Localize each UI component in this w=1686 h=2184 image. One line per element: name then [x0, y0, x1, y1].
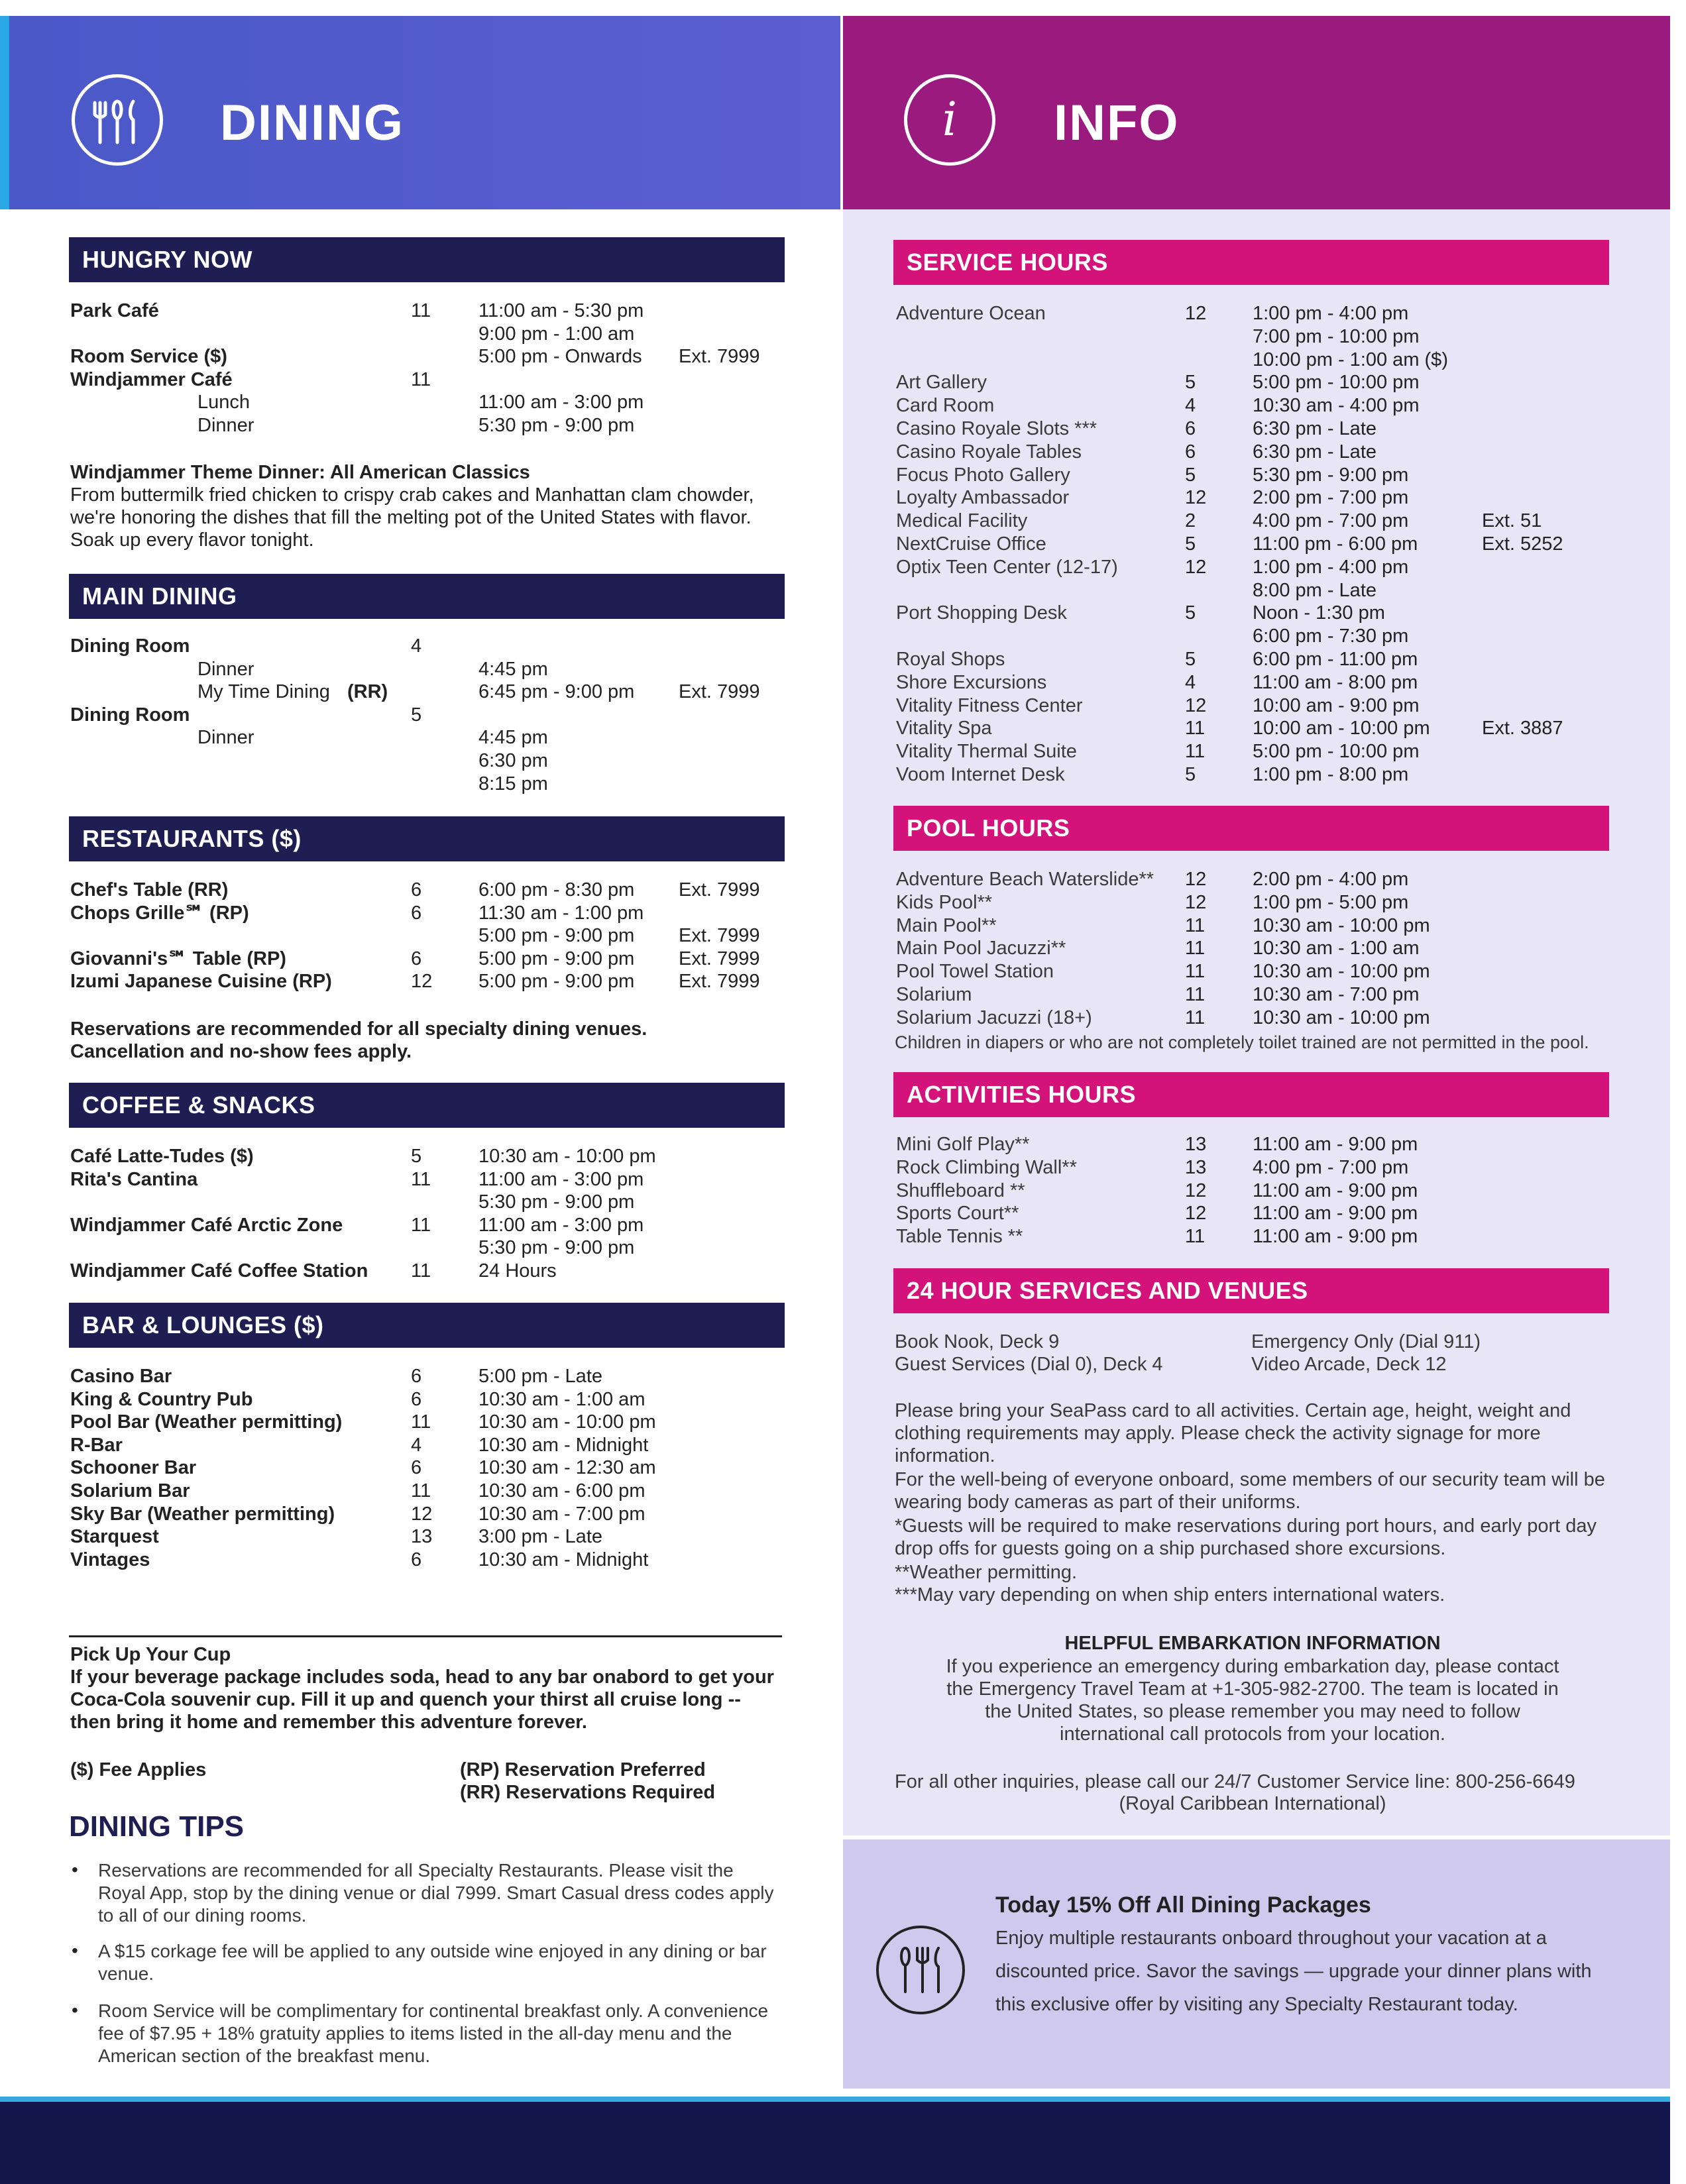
deck-number: 5: [1185, 464, 1196, 486]
extension: Ext. 7999: [679, 925, 760, 947]
deck-number: 6: [411, 1388, 422, 1410]
dining-tip: Room Service will be complimentary for continental breakfast only. A convenience fee of $7.95 + 18% gratuity applies to items listed in the all-day menu and the American section of the breakfast menu.: [98, 2000, 769, 2066]
venue-name: Sky Bar (Weather permitting): [70, 1503, 335, 1525]
extension: Ext. 5252: [1482, 533, 1563, 555]
promo-title: Today 15% Off All Dining Packages: [995, 1892, 1371, 1918]
deck-number: 11: [411, 368, 431, 390]
venue-sub: Lunch: [197, 392, 251, 413]
hours: 2:00 pm - 7:00 pm: [1253, 487, 1409, 509]
venue-name: Vitality Thermal Suite: [896, 741, 1077, 763]
venue-name: Pool Bar (Weather permitting): [70, 1411, 343, 1433]
deck-number: 11: [1185, 961, 1206, 983]
legend-fee: ($) Fee Applies: [70, 1759, 207, 1780]
venue-name: Pool Towel Station: [896, 961, 1054, 983]
venue-name: Windjammer Café Coffee Station: [70, 1260, 368, 1282]
info-header: [843, 16, 1670, 209]
deck-number: 12: [1185, 869, 1207, 890]
hours: 10:00 am - 9:00 pm: [1253, 694, 1420, 716]
svc24-left-1: Book Nook, Deck 9: [895, 1331, 1060, 1352]
deck-number: 11: [1185, 741, 1206, 763]
deck-number: 11: [1185, 984, 1206, 1005]
hours: 11:00 am - 8:00 pm: [1253, 671, 1418, 693]
legend-rr: (RR) Reservations Required: [460, 1782, 716, 1803]
deck-number: 12: [1185, 891, 1207, 913]
hours: 10:30 am - 12:30 am: [478, 1457, 656, 1479]
hours: 24 Hours: [478, 1260, 557, 1282]
hours: 10:00 pm - 1:00 am ($): [1253, 349, 1448, 370]
hours: 5:00 pm - Late: [478, 1366, 602, 1387]
hours: 5:30 pm - 9:00 pm: [478, 415, 635, 436]
dining-tips-title: DINING TIPS: [69, 1810, 245, 1843]
deck-number: 12: [1185, 1203, 1207, 1225]
hours: 5:00 pm - 9:00 pm: [478, 971, 635, 993]
venue-name: Chef's Table (RR): [70, 879, 229, 901]
hours: 5:00 pm - 10:00 pm: [1253, 741, 1420, 763]
hours: 10:30 am - 10:00 pm: [478, 1146, 656, 1167]
pool-note: Children in diapers or who are not completely toilet trained are not permitted in the pool.: [895, 1032, 1589, 1052]
venue-name: Windjammer Café Arctic Zone: [70, 1214, 343, 1236]
venue-name: Mini Golf Play**: [896, 1134, 1030, 1155]
venue-name: Art Gallery: [896, 372, 987, 394]
deck-number: 6: [411, 879, 422, 901]
venue-name: Solarium Bar: [70, 1480, 190, 1502]
venue-name: Royal Shops: [896, 649, 1005, 670]
hours: 10:30 am - 7:00 pm: [1253, 984, 1420, 1005]
deck-number: 12: [1185, 556, 1207, 578]
venue-name: NextCruise Office: [896, 533, 1046, 555]
utensils-icon: [72, 74, 163, 166]
venue-name: Kids Pool**: [896, 891, 993, 913]
hours: 10:30 am - 10:00 pm: [1253, 961, 1430, 983]
venue-name: Adventure Ocean: [896, 303, 1046, 324]
svc24-right-2: Video Arcade, Deck 12: [1251, 1354, 1447, 1375]
hours: 11:00 am - 9:00 pm: [1253, 1134, 1418, 1155]
svc24-left-2: Guest Services (Dial 0), Deck 4: [895, 1354, 1163, 1375]
venue-name: Café Latte-Tudes ($): [70, 1146, 254, 1167]
dining-tip: Reservations are recommended for all Specialty Restaurants. Please visit the Royal App, stop by the dining venue or dial 7999. Smart Casual dress codes apply to all of our dining rooms.: [98, 1860, 774, 1926]
venue-name: Dining Room: [70, 704, 190, 726]
venue-name: Giovanni's℠ Table (RP): [70, 948, 286, 969]
deck-number: 11: [1185, 914, 1206, 936]
deck-number: 11: [1185, 718, 1206, 739]
deck-number: 11: [411, 1260, 431, 1282]
hours: 11:00 pm - 6:00 pm: [1253, 533, 1418, 555]
hours: 4:45 pm: [478, 727, 548, 749]
footer-bar: [0, 2097, 1670, 2184]
deck-number: 5: [1185, 533, 1196, 555]
hours: 8:00 pm - Late: [1253, 579, 1377, 601]
deck-number: 6: [1185, 418, 1196, 439]
hours: 6:45 pm - 9:00 pm: [478, 681, 635, 703]
hours: 7:00 pm - 10:00 pm: [1253, 325, 1420, 347]
hours: 4:00 pm - 7:00 pm: [1253, 1156, 1409, 1178]
coffee-bar: COFFEE & SNACKS: [69, 1083, 785, 1128]
bullet-icon: •: [72, 1940, 78, 1961]
info-note-4: **Weather permitting.: [895, 1562, 1078, 1583]
venue-name: Shore Excursions: [896, 671, 1047, 693]
info-note-2: For the well-being of everyone onboard, some members of our security team will be wearing body cameras as part of their uniforms.: [895, 1469, 1605, 1513]
deck-number: 5: [1185, 649, 1196, 670]
venue-name: Casino Royale Slots ***: [896, 418, 1097, 439]
venue-name: Solarium: [896, 984, 972, 1005]
venue-name: Schooner Bar: [70, 1457, 197, 1479]
hours: 6:30 pm: [478, 750, 548, 771]
extension: Ext. 7999: [679, 971, 760, 993]
venue-name: Vitality Spa: [896, 718, 992, 739]
deck-number: 13: [1185, 1156, 1207, 1178]
deck-number: 4: [411, 635, 422, 657]
hours: 5:00 pm - Onwards: [478, 346, 642, 368]
bullet-icon: •: [72, 2000, 78, 2020]
deck-number: 11: [1185, 1007, 1206, 1028]
hours: 5:30 pm - 9:00 pm: [478, 1237, 635, 1259]
deck-number: 11: [1185, 938, 1206, 959]
extension: Ext. 51: [1482, 510, 1542, 532]
hours: 9:00 pm - 1:00 am: [478, 323, 635, 345]
hours: 6:30 pm - Late: [1253, 418, 1377, 439]
hours: 3:00 pm - Late: [478, 1526, 602, 1548]
info-title: INFO: [1054, 95, 1180, 151]
venue-name: Focus Photo Gallery: [896, 464, 1070, 486]
legend-rp: (RP) Reservation Preferred: [460, 1759, 706, 1780]
venue-sub: Dinner: [197, 658, 254, 680]
deck-number: 12: [411, 971, 433, 993]
theme-dinner-text: From buttermilk fried chicken to crispy crab cakes and Manhattan clam chowder, we're honoring the dishes that fill the melting pot of the United States with flavor. Soak up every flavor tonight.: [70, 484, 754, 551]
theme-dinner-title: Windjammer Theme Dinner: All American Classics: [70, 462, 530, 483]
deck-number: 11: [411, 1168, 431, 1190]
info-note-3: *Guests will be required to make reservations during port hours, and early port day drop offs for guests going on a ship purchased shore excursions.: [895, 1515, 1597, 1559]
deck-number: 5: [411, 1146, 422, 1167]
venue-name: Optix Teen Center (12-17): [896, 556, 1118, 578]
hours: 6:00 pm - 8:30 pm: [478, 879, 635, 901]
hours: Noon - 1:30 pm: [1253, 602, 1385, 624]
hours: 11:00 am - 9:00 pm: [1253, 1179, 1418, 1201]
venue-sub: Dinner: [197, 415, 254, 436]
venue-name: Main Pool**: [896, 914, 997, 936]
extension: Ext. 7999: [679, 681, 760, 703]
hours: 10:30 am - Midnight: [478, 1549, 649, 1570]
venue-name: Adventure Beach Waterslide**: [896, 869, 1154, 890]
info-note-1: Please bring your SeaPass card to all activities. Certain age, height, weight and clothing requirements may apply. Please check the activity signage for more information.: [895, 1400, 1571, 1466]
venue-name: Izumi Japanese Cuisine (RP): [70, 971, 332, 993]
hours: 10:30 am - 7:00 pm: [478, 1503, 646, 1525]
hours: 10:00 am - 10:00 pm: [1253, 718, 1430, 739]
hours: 11:00 am - 5:30 pm: [478, 300, 644, 321]
deck-number: 6: [411, 1457, 422, 1479]
activities-hours-bar: ACTIVITIES HOURS: [893, 1072, 1609, 1117]
venue-sub: Dinner: [197, 727, 254, 749]
hours: 10:30 am - 4:00 pm: [1253, 395, 1420, 417]
deck-number: 12: [411, 1503, 433, 1525]
dining-header: [0, 16, 840, 209]
deck-number: 6: [411, 948, 422, 969]
main-dining-bar: MAIN DINING: [69, 574, 785, 619]
hours: 11:00 am - 3:00 pm: [478, 392, 644, 413]
deck-number: 13: [1185, 1134, 1207, 1155]
hours: 10:30 am - 6:00 pm: [478, 1480, 646, 1502]
deck-number: 6: [411, 902, 422, 924]
extension: Ext. 3887: [1482, 718, 1563, 739]
reservation-tag: (RR): [347, 681, 388, 703]
venue-name: R-Bar: [70, 1434, 123, 1456]
restaurants-bar: RESTAURANTS ($): [69, 816, 785, 861]
hours: 5:00 pm - 9:00 pm: [478, 925, 635, 947]
deck-number: 11: [1185, 1226, 1206, 1248]
extension: Ext. 7999: [679, 879, 760, 901]
restaurants-note-1: Reservations are recommended for all specialty dining venues.: [70, 1018, 647, 1040]
venue-name: Sports Court**: [896, 1203, 1019, 1225]
hours: 10:30 am - 1:00 am: [1253, 938, 1420, 959]
cup-title: Pick Up Your Cup: [70, 1644, 231, 1665]
hours: 6:00 pm - 7:30 pm: [1253, 626, 1409, 647]
service-hours-bar: SERVICE HOURS: [893, 240, 1609, 285]
deck-number: 12: [1185, 694, 1207, 716]
hours: 1:00 pm - 8:00 pm: [1253, 764, 1409, 785]
hours: 11:30 am - 1:00 pm: [478, 902, 644, 924]
hours: 10:30 am - 1:00 am: [478, 1388, 646, 1410]
hours: 10:30 am - 10:00 pm: [1253, 1007, 1430, 1028]
info-note-5: ***May vary depending on when ship enters international waters.: [895, 1584, 1445, 1606]
deck-number: 4: [411, 1434, 422, 1456]
promo-utensils-icon: [876, 1926, 965, 2014]
venue-name: Windjammer Café: [70, 368, 233, 390]
hours: 11:00 am - 9:00 pm: [1253, 1226, 1418, 1248]
hours: 10:30 am - 10:00 pm: [1253, 914, 1430, 936]
company-name: (Royal Caribbean International): [1119, 1793, 1386, 1814]
deck-number: 2: [1185, 510, 1196, 532]
services-24-bar: 24 HOUR SERVICES AND VENUES: [893, 1268, 1609, 1313]
deck-number: 5: [411, 704, 422, 726]
hours: 11:00 am - 9:00 pm: [1253, 1203, 1418, 1225]
divider: [69, 1635, 782, 1637]
embark-text: If you experience an emergency during embarkation day, please contact the Emergency Travel Team at +1-305-982-2700. The team is located in the United States, so please remember you may need to follow international call protocols from your location.: [946, 1656, 1559, 1745]
venue-name: Port Shopping Desk: [896, 602, 1067, 624]
promo-text: Enjoy multiple restaurants onboard throughout your vacation at a discounted price. Savor the savings — upgrade your dinner plans with this exclusive offer by visiting any Specialty Restaurant today.: [995, 1928, 1592, 2015]
venue-name: Shuffleboard **: [896, 1179, 1025, 1201]
venue-name: Chops Grille℠ (RP): [70, 902, 249, 924]
hours: 1:00 pm - 4:00 pm: [1253, 303, 1409, 324]
svc24-right-1: Emergency Only (Dial 911): [1251, 1331, 1481, 1352]
inquiries-text: For all other inquiries, please call our 24/7 Customer Service line: 800-256-6649: [895, 1771, 1575, 1792]
deck-number: 5: [1185, 764, 1196, 785]
deck-number: 12: [1185, 303, 1207, 324]
deck-number: 12: [1185, 1179, 1207, 1201]
hours: 5:30 pm - 9:00 pm: [1253, 464, 1409, 486]
venue-name: Rita's Cantina: [70, 1168, 198, 1190]
deck-number: 11: [411, 1480, 431, 1502]
deck-number: 6: [411, 1366, 422, 1387]
deck-number: 5: [1185, 372, 1196, 394]
venue-name: Card Room: [896, 395, 995, 417]
venue-name: Voom Internet Desk: [896, 764, 1065, 785]
hours: 6:00 pm - 11:00 pm: [1253, 649, 1418, 670]
deck-number: 11: [411, 300, 431, 321]
venue-name: Starquest: [70, 1526, 159, 1548]
deck-number: 5: [1185, 602, 1196, 624]
bars-bar: BAR & LOUNGES ($): [69, 1303, 785, 1348]
deck-number: 4: [1185, 671, 1196, 693]
hours: 11:00 am - 3:00 pm: [478, 1168, 644, 1190]
hours: 5:30 pm - 9:00 pm: [478, 1191, 635, 1213]
hours: 2:00 pm - 4:00 pm: [1253, 869, 1409, 890]
hours: 5:00 pm - 9:00 pm: [478, 948, 635, 969]
bullet-icon: •: [72, 1859, 78, 1880]
venue-sub: My Time Dining: [197, 681, 330, 703]
dining-title: DINING: [220, 95, 404, 151]
venue-name: Main Pool Jacuzzi**: [896, 938, 1066, 959]
dining-tip: A $15 corkage fee will be applied to any outside wine enjoyed in any dining or bar venue.: [98, 1941, 767, 1984]
deck-number: 13: [411, 1526, 433, 1548]
pool-hours-bar: POOL HOURS: [893, 806, 1609, 851]
venue-name: Casino Royale Tables: [896, 441, 1082, 463]
hours: 8:15 pm: [478, 773, 548, 794]
hours: 11:00 am - 3:00 pm: [478, 1214, 644, 1236]
hours: 1:00 pm - 5:00 pm: [1253, 891, 1409, 913]
deck-number: 11: [411, 1214, 431, 1236]
deck-number: 11: [411, 1411, 431, 1433]
hungry-now-bar: HUNGRY NOW: [69, 237, 785, 282]
venue-name: Vintages: [70, 1549, 150, 1570]
venue-name: Rock Climbing Wall**: [896, 1156, 1077, 1178]
venue-name: Loyalty Ambassador: [896, 487, 1070, 509]
hours: 1:00 pm - 4:00 pm: [1253, 556, 1409, 578]
extension: Ext. 7999: [679, 948, 760, 969]
embark-title: HELPFUL EMBARKATION INFORMATION: [1064, 1633, 1441, 1654]
deck-number: 4: [1185, 395, 1196, 417]
deck-number: 6: [1185, 441, 1196, 463]
hours: 10:30 am - 10:00 pm: [478, 1411, 656, 1433]
info-icon: i: [904, 74, 995, 166]
cup-text: If your beverage package includes soda, head to any bar onabord to get your Coca-Cola souvenir cup. Fill it up and quench your thirst all cruise long -- then bring it home and remember this adventure forever.: [70, 1666, 774, 1733]
extension: Ext. 7999: [679, 346, 760, 368]
venue-name: King & Country Pub: [70, 1388, 253, 1410]
hours: 10:30 am - Midnight: [478, 1434, 649, 1456]
venue-name: Vitality Fitness Center: [896, 694, 1083, 716]
hours: 4:45 pm: [478, 658, 548, 680]
hours: 4:00 pm - 7:00 pm: [1253, 510, 1409, 532]
hours: 6:30 pm - Late: [1253, 441, 1377, 463]
venue-name: Medical Facility: [896, 510, 1028, 532]
venue-name: Room Service ($): [70, 346, 227, 368]
venue-name: Solarium Jacuzzi (18+): [896, 1007, 1092, 1028]
venue-name: Dining Room: [70, 635, 190, 657]
venue-name: Casino Bar: [70, 1366, 172, 1387]
venue-name: Table Tennis **: [896, 1226, 1023, 1248]
restaurants-note-2: Cancellation and no-show fees apply.: [70, 1041, 412, 1062]
hours: 5:00 pm - 10:00 pm: [1253, 372, 1420, 394]
venue-name: Park Café: [70, 300, 159, 321]
deck-number: 6: [411, 1549, 422, 1570]
deck-number: 12: [1185, 487, 1207, 509]
